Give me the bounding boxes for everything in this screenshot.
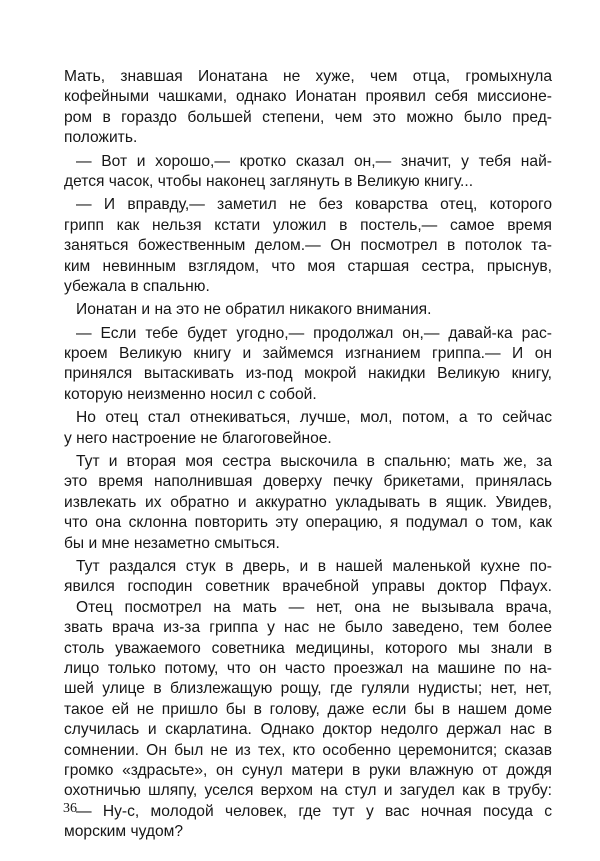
text-line: ром в гораздо большей степени, чем это можно было пред- (64, 108, 552, 126)
paragraph (64, 408, 552, 449)
paragraph (64, 452, 552, 554)
paragraph (64, 802, 552, 843)
text-line: извлекать их обратно и аккуратно укладывать в ящик. Увидев, (64, 493, 552, 511)
paragraph (64, 557, 552, 598)
paragraph (64, 598, 552, 802)
text-line: которую неизменно носил с собой. (64, 385, 317, 403)
text-line: шей улице в близлежащую рощу, где гуляли нудисты; нет, нет, (64, 680, 552, 698)
text-line: положить. (64, 129, 138, 147)
text-line: грипп как нельзя кстати уложил в постель,— самое время (64, 216, 552, 234)
text-line: Отец посмотрел на мать — нет, она не вызывала врача, (76, 598, 552, 616)
body-text (64, 67, 552, 842)
text-line: Ионатан и на это не обратил никакого внимания. (76, 301, 432, 319)
text-line: Тут раздался стук в дверь, и в нашей маленькой кухне по- (76, 557, 552, 575)
text-line: Мать, знавшая Ионатана не хуже, чем отца, громыхнула (64, 68, 552, 85)
paragraph (64, 324, 552, 406)
text-line: убежала в спальню. (64, 277, 210, 295)
text-line: Но отец стал отнекиваться, лучше, мол, потом, а то сейчас (76, 409, 552, 427)
text-line: звать врача из-за гриппа у нас не было заведено, тем более (64, 619, 552, 637)
paragraph (64, 300, 552, 320)
text-line: — И вправду,— заметил не без коварства отец, которого (76, 196, 552, 214)
text-line: случилась и скарлатина. Однако доктор недолго держал нас в (64, 721, 552, 739)
text-line: громко «здрасьте», он сунул матери в руки влажную от дождя (64, 761, 552, 779)
text-line: сомнении. Он был не из тех, кто особенно церемонится; сказав (64, 741, 552, 759)
text-line: охотничью шляпу, уселся верхом на стул и загудел как в трубу: (64, 782, 552, 800)
text-line: столь уважаемого советника медицины, которого мы знали в (64, 639, 552, 657)
text-line: ким невинным взглядом, что моя старшая сестра, прыснув, (64, 257, 552, 275)
text-line: кофейными чашками, однако Ионатан проявил себя миссионе- (64, 88, 552, 106)
paragraph (64, 152, 552, 193)
text-line: такое ей не пришло бы в голову, даже если бы в нашем доме (64, 700, 552, 718)
text-line: это время наполнившая доверху печку брикетами, принялась (64, 473, 552, 491)
text-line: — Вот и хорошо,— кротко сказал он,— значит, у тебя най- (76, 152, 552, 170)
text-line: морским чудом? (64, 823, 184, 841)
text-line: бы и мне незаметно смыться. (64, 534, 280, 552)
text-line: явился господин советник врачебной управы доктор Пфаух. (64, 578, 552, 596)
text-line: дется часок, чтобы наконец заглянуть в Великую книгу... (64, 172, 474, 190)
text-line: кроем Великую книгу и займемся изгнанием гриппа.— И он (64, 345, 552, 363)
text-line: — Ну-с, молодой человек, где тут у вас ночная посуда с (76, 802, 552, 820)
paragraph (64, 67, 552, 149)
page-number: 36 (63, 801, 77, 816)
paragraph (64, 195, 552, 297)
text-line: что она склонна повторить эту операцию, я подумал о том, как (64, 514, 552, 532)
text-line: принялся вытаскивать из-под мокрой накидки Великую книгу, (64, 365, 552, 383)
text-line: лицо только потому, что он часто проезжал на машине по на- (64, 659, 552, 677)
text-line: Тут и вторая моя сестра выскочила в спальню; мать же, за (76, 453, 552, 471)
text-line: у него настроение не благоговейное. (64, 429, 332, 447)
text-line: — Если тебе будет угодно,— продолжал он,— давай-ка рас- (76, 324, 552, 342)
text-line: заняться божественным делом.— Он посмотрел в потолок та- (64, 237, 552, 255)
